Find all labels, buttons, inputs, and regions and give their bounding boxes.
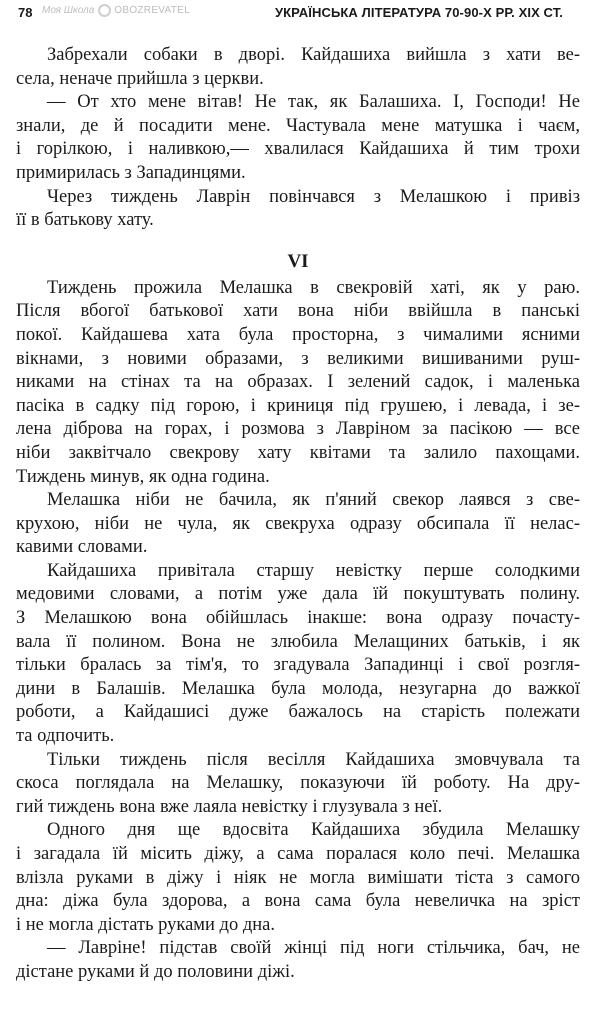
watermark-text: Моя Школа bbox=[42, 5, 95, 17]
paragraph bbox=[16, 560, 580, 749]
paragraph bbox=[16, 44, 580, 91]
text-line: села, неначе прийшла з церкви. bbox=[16, 68, 264, 89]
paragraph bbox=[16, 186, 580, 233]
text-line: і не могла дістать руками до дна. bbox=[16, 914, 275, 935]
paragraph bbox=[16, 91, 580, 185]
paragraph bbox=[16, 937, 580, 984]
text-line: роботи, а Кайдашисі дуже бажалось на старість полежати bbox=[16, 702, 580, 723]
text-line: крухою, ніби не чула, як свекруха одразу обсипала її нелас- bbox=[16, 513, 580, 534]
section-title: VI bbox=[287, 250, 309, 272]
text-line: пасіка в садку під горою, і криниця під грушею, і левада, і зе- bbox=[16, 395, 580, 416]
text-before-section bbox=[16, 44, 580, 233]
text-line: Після вбогої батькової хати вона ніби ввійшла в панські bbox=[16, 301, 580, 322]
text-line: лена діброва на горах, і розмова з Лавріном за пасікою — все bbox=[16, 419, 580, 440]
text-line: Тільки тиждень після весілля Кайдашиха змовчувала та bbox=[47, 749, 580, 770]
watermark-text: OBOZREVATEL bbox=[114, 5, 190, 17]
paragraph bbox=[16, 489, 580, 560]
text-line: кавими словами. bbox=[16, 537, 148, 558]
text-line: — От хто мене вітав! Не так, як Балашиха. І, Господи! Не bbox=[47, 92, 580, 113]
watermark-logo-icon bbox=[98, 4, 111, 17]
text-line: — Лавріне! підстав своїй жінці під ноги стільчика, бач, не bbox=[47, 938, 580, 959]
text-after-section bbox=[16, 277, 580, 985]
paragraph bbox=[16, 819, 580, 937]
text-line: Тиждень минув, як одна година. bbox=[16, 466, 270, 487]
text-line: Кайдашиха привітала старшу невістку перше солодкими bbox=[47, 560, 580, 581]
text-line: і загадала їй місить діжу, а сама поралася коло печі. Мелашка bbox=[16, 844, 580, 864]
text-line: З Мелашкою вона обійшлась інакше: вона одразу почасту- bbox=[16, 608, 580, 629]
page-number: 78 bbox=[18, 5, 33, 20]
text-line: Тиждень прожила Мелашка в свекровій хаті, як у раю. bbox=[47, 277, 580, 298]
text-line: та одпочить. bbox=[16, 726, 115, 747]
paragraph bbox=[16, 749, 580, 820]
text-line: ніби заквітчало свекрову хату квітами та залило пахощами. bbox=[16, 442, 580, 463]
text-line: вала її полином. Вона не злюбила Мелащиних батьків, і як bbox=[16, 631, 580, 652]
body-text bbox=[16, 44, 580, 985]
text-line: Через тиждень Лаврін повінчався з Мелашкою і привіз bbox=[47, 186, 580, 207]
text-line: її в батькову хату. bbox=[16, 210, 154, 231]
text-line: покої. Кайдашева хата була просторна, з чималими ясними bbox=[16, 324, 580, 345]
text-line: Мелашка ніби не бачила, як п'яний свекор лаявся з све- bbox=[47, 490, 580, 511]
text-line: дістане руками й до половини діжі. bbox=[16, 961, 295, 982]
text-line: скоса поглядала на Мелашку, показуючи їй роботу. На дру- bbox=[16, 773, 580, 794]
text-line: примирилась з Западинцями. bbox=[16, 162, 246, 183]
text-line: гий тиждень вона вже лаяла невістку і глузувала з неї. bbox=[16, 796, 443, 817]
paragraph bbox=[16, 277, 580, 489]
text-line: знали, де й посадити мене. Частувала мене матушка і чаєм, bbox=[16, 115, 580, 136]
text-line: медовими словами, а потім уже дала їй покуштувать полину. bbox=[16, 584, 580, 605]
text-line: і горілкою, і наливкою,— хвалилася Кайдашиха й тим трохи bbox=[16, 139, 580, 160]
text-line: влізла руками в діжу і ніяк не могла вимішати тіста з самого bbox=[16, 867, 580, 888]
text-line: вікнами, з новими образами, з великими вишиваними руш- bbox=[16, 348, 580, 369]
text-line: Забрехали собаки в дворі. Кайдашиха вийшла з хати ве- bbox=[47, 45, 580, 65]
watermark bbox=[42, 4, 190, 17]
text-line: дна: діжа була здорова, а вона сама була невеличка на зріст bbox=[16, 891, 580, 912]
text-line: тільки бралась за тім'я, то згадувала Западинці і свої розгля- bbox=[16, 655, 580, 676]
text-line: дини в Балашів. Мелашка була молода, незугарна до важкої bbox=[16, 678, 580, 699]
text-line: Одного дня ще вдосвіта Кайдашиха збудила Мелашку bbox=[47, 820, 580, 841]
running-title: УКРАЇНСЬКА ЛІТЕРАТУРА 70-90-Х РР. XIX СТ. bbox=[274, 5, 563, 20]
text-line: никами на стінах та на образах. І зелений садок, і маленька bbox=[16, 372, 580, 393]
